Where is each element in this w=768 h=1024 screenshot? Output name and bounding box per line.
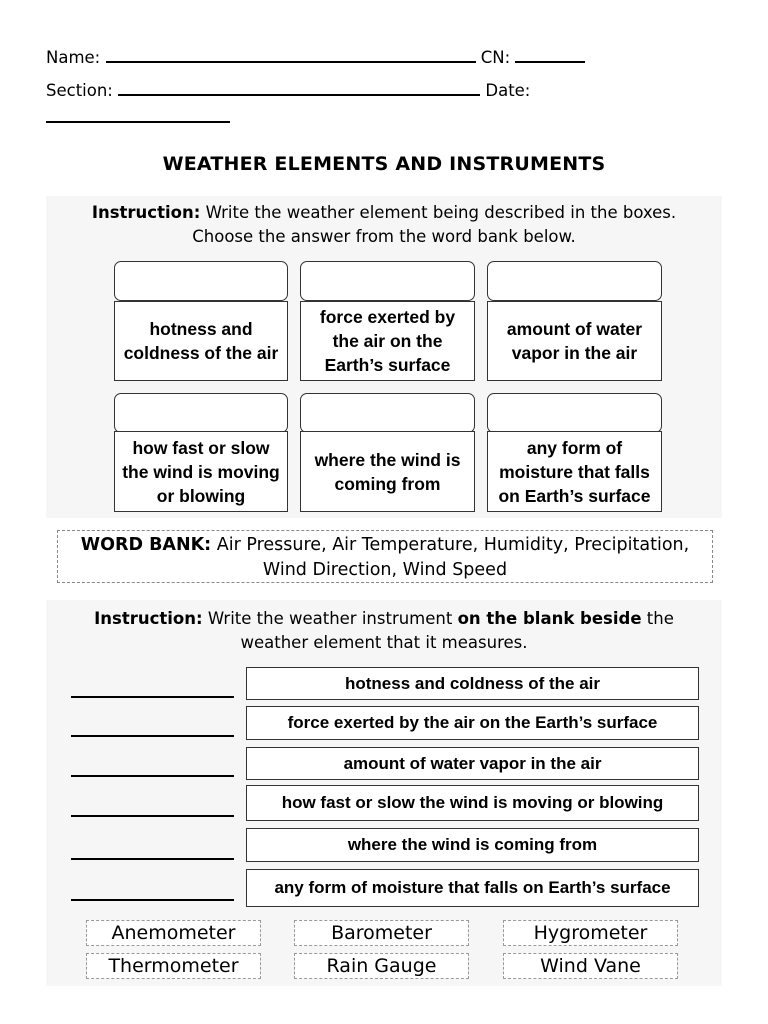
part2-instruction-text2: the bbox=[646, 609, 674, 628]
element-row-4: how fast or slow the wind is moving or blowing bbox=[246, 785, 699, 821]
word-bank-label: WORD BANK: bbox=[80, 535, 212, 555]
answer-box-6[interactable] bbox=[487, 393, 662, 433]
part1-instruction-label: Instruction: bbox=[91, 203, 201, 222]
name-label: Name: bbox=[46, 48, 101, 67]
instrument-chip-barometer: Barometer bbox=[294, 920, 469, 946]
instrument-blank-5[interactable] bbox=[71, 858, 234, 860]
answer-box-3[interactable] bbox=[487, 261, 662, 301]
element-row-6: any form of moisture that falls on Earth’s surface bbox=[246, 869, 699, 907]
cn-label: CN: bbox=[480, 48, 511, 67]
element-row-5: where the wind is coming from bbox=[246, 828, 699, 862]
name-row bbox=[46, 47, 585, 67]
answer-box-1[interactable] bbox=[114, 261, 288, 301]
instrument-chip-rain-gauge: Rain Gauge bbox=[294, 953, 469, 979]
answer-box-5[interactable] bbox=[300, 393, 475, 433]
section-row bbox=[46, 80, 530, 100]
part1-instruction-line1: Write the weather element being described in the boxes. bbox=[205, 203, 677, 222]
part2-instruction bbox=[46, 607, 722, 655]
description-box-6: any form of moisture that falls on Earth’s surface bbox=[487, 431, 662, 512]
instrument-chip-wind-vane: Wind Vane bbox=[503, 953, 678, 979]
page-title: WEATHER ELEMENTS AND INSTRUMENTS bbox=[162, 153, 606, 175]
section-label: Section: bbox=[46, 81, 113, 100]
instrument-chip-anemometer: Anemometer bbox=[86, 920, 261, 946]
description-box-4: how fast or slow the wind is moving or blowing bbox=[114, 431, 288, 512]
word-bank-line1: Air Pressure, Air Temperature, Humidity, Precipitation, bbox=[216, 535, 690, 555]
name-field[interactable] bbox=[106, 47, 476, 63]
part1-instruction-line2: Choose the answer from the word bank below. bbox=[192, 227, 576, 246]
instrument-blank-3[interactable] bbox=[71, 775, 234, 777]
part2-instruction-label: Instruction: bbox=[94, 609, 203, 628]
part2-instruction-line2: weather element that it measures. bbox=[240, 633, 528, 652]
description-box-1: hotness and coldness of the air bbox=[114, 301, 288, 381]
section-field[interactable] bbox=[118, 80, 480, 96]
description-box-3: amount of water vapor in the air bbox=[487, 301, 662, 381]
part2-instruction-text1: Write the weather instrument bbox=[207, 609, 453, 628]
instrument-blank-6[interactable] bbox=[71, 899, 234, 901]
instrument-blank-4[interactable] bbox=[71, 815, 234, 817]
instrument-chip-thermometer: Thermometer bbox=[86, 953, 261, 979]
date-field[interactable] bbox=[46, 107, 230, 123]
cn-field[interactable] bbox=[515, 47, 585, 63]
instrument-blank-2[interactable] bbox=[71, 735, 234, 737]
description-box-5: where the wind is coming from bbox=[300, 431, 475, 512]
word-bank bbox=[57, 530, 713, 583]
date-label: Date: bbox=[485, 81, 531, 100]
part2-instruction-bold: on the blank beside bbox=[457, 609, 642, 628]
instrument-blank-1[interactable] bbox=[71, 696, 234, 698]
part1-instruction bbox=[46, 201, 722, 249]
answer-box-4[interactable] bbox=[114, 393, 288, 433]
word-bank-line2: Wind Direction, Wind Speed bbox=[262, 560, 508, 580]
element-row-2: force exerted by the air on the Earth’s surface bbox=[246, 706, 699, 740]
instrument-chip-hygrometer: Hygrometer bbox=[503, 920, 678, 946]
answer-box-2[interactable] bbox=[300, 261, 475, 301]
element-row-3: amount of water vapor in the air bbox=[246, 747, 699, 780]
element-row-1: hotness and coldness of the air bbox=[246, 667, 699, 700]
description-box-2: force exerted by the air on the Earth’s surface bbox=[300, 301, 475, 381]
